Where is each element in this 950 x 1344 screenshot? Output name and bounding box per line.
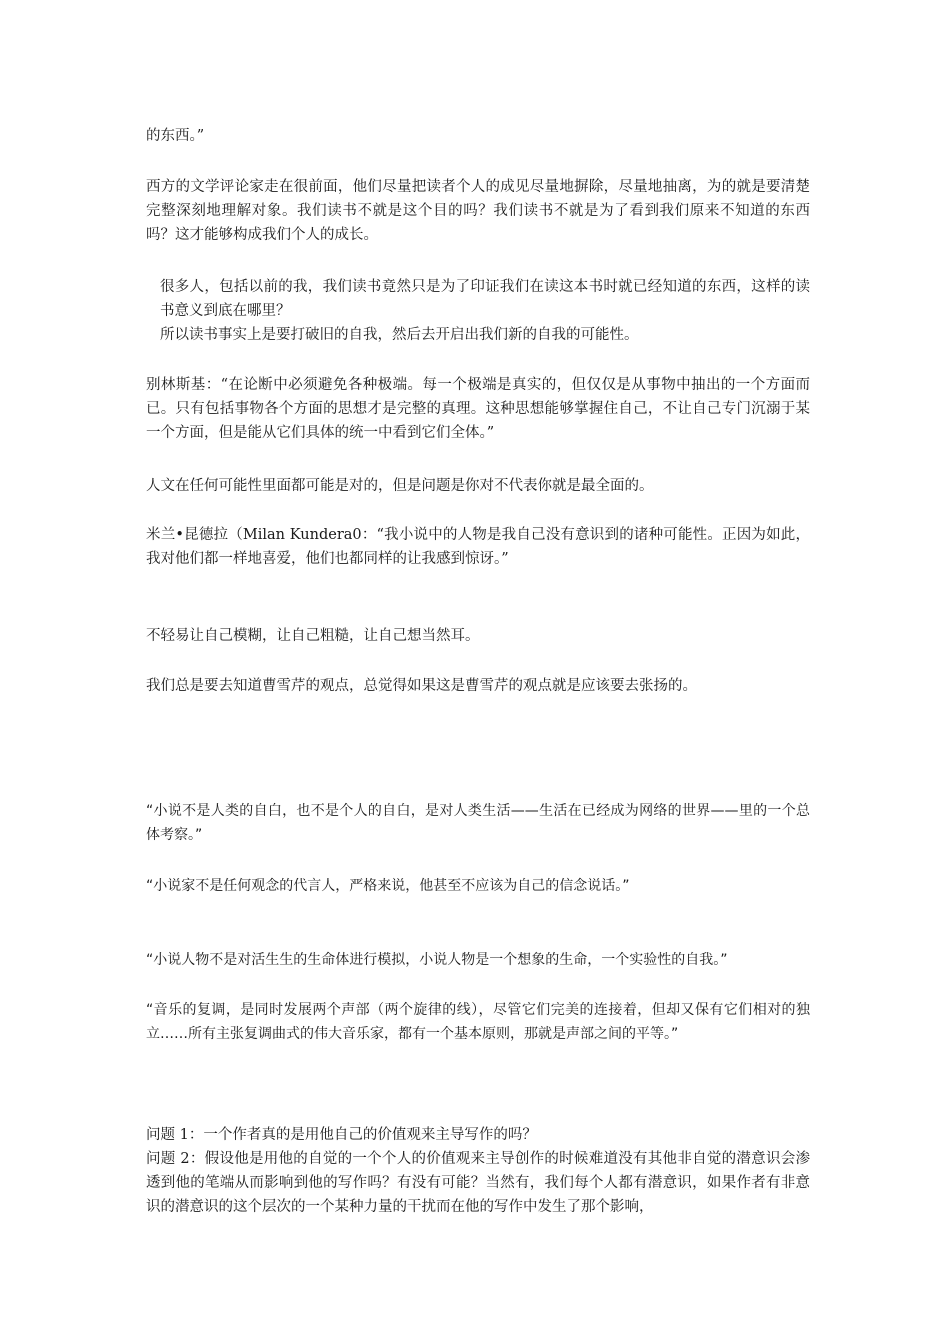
paragraph-3: 很多人，包括以前的我，我们读书竟然只是为了印证我们在读这本书时就已经知道的东西，这样的读书意义到底在哪里？ — [160, 279, 810, 319]
paragraph-4: 所以读书事实上是要打破旧的自我，然后去开启出我们新的自我的可能性。 — [160, 327, 639, 343]
quote-4: “音乐的复调，是同时发展两个声部（两个旋律的线），尽管它们完美的连接着，但却又保有它们相对的独立……所有主张复调曲式的伟大音乐家，都有一个基本原则，那就是声部之间的平等。” — [146, 1002, 810, 1042]
question-1: 问题 1：一个作者真的是用他自己的价值观来主导写作的吗？ — [146, 1127, 537, 1143]
paragraph-2: 西方的文学评论家走在很前面，他们尽量把读者个人的成见尽量地摒除，尽量地抽离，为的就是要清楚完整深刻地理解对象。我们读书不就是这个目的吗？我们读书不就是为了看到我们原来不知道的东西吗？这才能够构成我们个人的成长。 — [146, 179, 810, 243]
question-2: 问题 2：假设他是用他的自觉的一个个人的价值观来主导创作的时候难道没有其他非自觉的潜意识会渗透到他的笔端从而影响到他的写作吗？有没有可能？当然有，我们每个人都有潜意识，如果作者有非意识的潜意识的这个层次的一个某种力量的干扰而在他的写作中发生了那个影响， — [146, 1151, 810, 1215]
paragraph-8: 不轻易让自己模糊，让自己粗糙，让自己想当然耳。 — [146, 628, 480, 644]
paragraph-1: 的东西。” — [146, 128, 205, 144]
quote-3: “小说人物不是对活生生的生命体进行模拟，小说人物是一个想象的生命，一个实验性的自我。” — [146, 952, 728, 968]
quote-1: “小说不是人类的自白，也不是个人的自白，是对人类生活——生活在已经成为网络的世界——里的一个总体考察。” — [146, 803, 810, 843]
quote-2: “小说家不是任何观念的代言人，严格来说，他甚至不应该为自己的信念说话。” — [146, 878, 630, 894]
paragraph-7: 米兰•昆德拉（Milan Kundera0：“我小说中的人物是我自己没有意识到的诸种可能性。正因为如此，我对他们都一样地喜爱，他们也都同样的让我感到惊讶。” — [146, 527, 810, 567]
paragraph-5: 别林斯基：“在论断中必须避免各种极端。每一个极端是真实的，但仅仅是从事物中抽出的一个方面而已。只有包括事物各个方面的思想才是完整的真理。这种思想能够掌握住自己，不让自己专门沉溺于某一个方面，但是能从它们具体的统一中看到它们全体。” — [146, 377, 810, 441]
paragraph-9: 我们总是要去知道曹雪芹的观点，总觉得如果这是曹雪芹的观点就是应该要去张扬的。 — [146, 678, 697, 694]
paragraph-6: 人文在任何可能性里面都可能是对的，但是问题是你对不代表你就是最全面的。 — [146, 478, 654, 494]
